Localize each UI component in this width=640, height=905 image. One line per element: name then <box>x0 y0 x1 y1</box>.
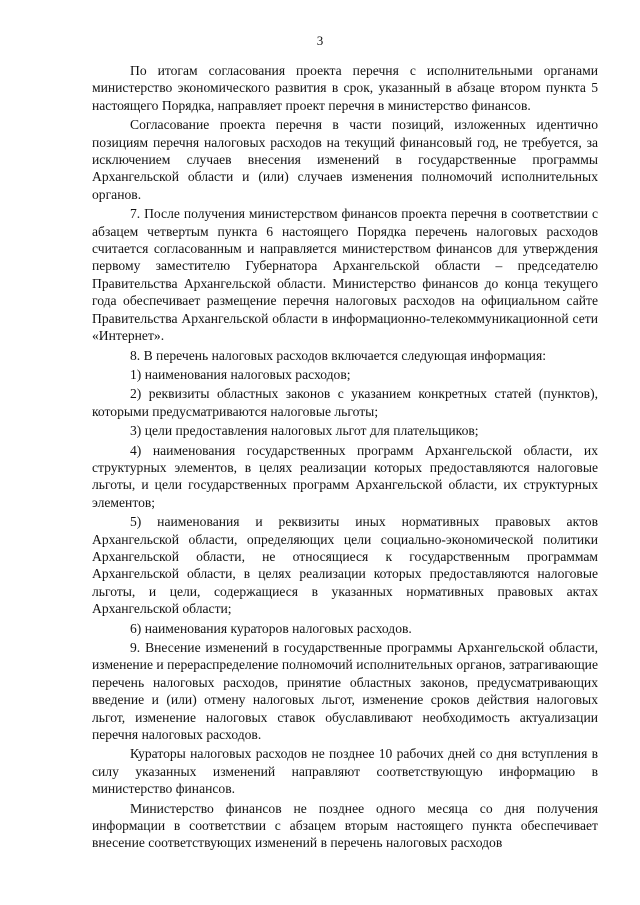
paragraph: 7. После получения министерством финансов проекта перечня в соответствии с абзацем четвертым пункта 6 настоящего Порядка перечень налоговых расходов считается согласованным и направляется министерством финансов для утверждения первому заместителю Губернатора Архангельской области – председателю Правительства Архангельской области. Министерство финансов до конца текущего года обеспечивает размещение перечня налоговых расходов на официальном сайте Правительства Архангельской области в информационно-телекоммуникационной сети «Интернет». <box>92 206 598 344</box>
list-item: 6) наименования кураторов налоговых расходов. <box>130 620 412 636</box>
document-body <box>92 62 598 854</box>
paragraph: По итогам согласования проекта перечня с исполнительными органами министерство экономического развития в срок, указанный в абзаце втором пункта 5 настоящего Порядка, направляет проект перечня в министерство финансов. <box>92 63 598 113</box>
paragraph: 8. В перечень налоговых расходов включается следующая информация: <box>130 347 546 363</box>
paragraph: Согласование проекта перечня в части позиций, изложенных идентично позициям перечня налоговых расходов на текущий финансовый год, не требуется, за исключением случаев внесения изменений в государственные программы Архангельской области и (или) случаев изменения полномочий исполнительных органов. <box>92 117 598 202</box>
page-number: 3 <box>316 33 324 48</box>
list-item: 5) наименования и реквизиты иных нормативных правовых актов Архангельской области, определяющих цели социально-экономической политики Архангельской области, не относящиеся к государственным программам Архангельской области, в целях реализации которых предоставляются налоговые льготы, и цели, содержащиеся в указанных нормативных правовых актах Архангельской области; <box>92 514 598 617</box>
list-item: 2) реквизиты областных законов с указанием конкретных статей (пунктов), которыми предусматриваются налоговые льготы; <box>92 386 598 419</box>
paragraph: Министерство финансов не позднее одного месяца со дня получения информации в соответствии с абзацем вторым настоящего пункта обеспечивает внесение соответствующих изменений в перечень налоговых расходов <box>92 800 598 851</box>
paragraph: Кураторы налоговых расходов не позднее 10 рабочих дней со дня вступления в силу указанных изменений направляют соответствующую информацию в министерство финансов. <box>92 746 598 797</box>
list-item: 4) наименования государственных программ Архангельской области, их структурных элементов, в целях реализации которых предоставляются налоговые льготы, и цели государственных программ Архангельской области, их структурных элементов; <box>92 442 598 510</box>
list-item: 3) цели предоставления налоговых льгот для плательщиков; <box>130 423 479 439</box>
paragraph: 9. Внесение изменений в государственные программы Архангельской области, изменение и перераспределение полномочий исполнительных органов, затрагивающие перечень налоговых расходов, принятие областных законов, предусматривающих введение и (или) отмену налоговых льгот, изменение сроков действия налоговых льгот, изменение налоговых ставок обуславливают необходимость актуализации перечня налоговых расходов. <box>92 640 598 743</box>
list-item: 1) наименования налоговых расходов; <box>130 366 351 382</box>
